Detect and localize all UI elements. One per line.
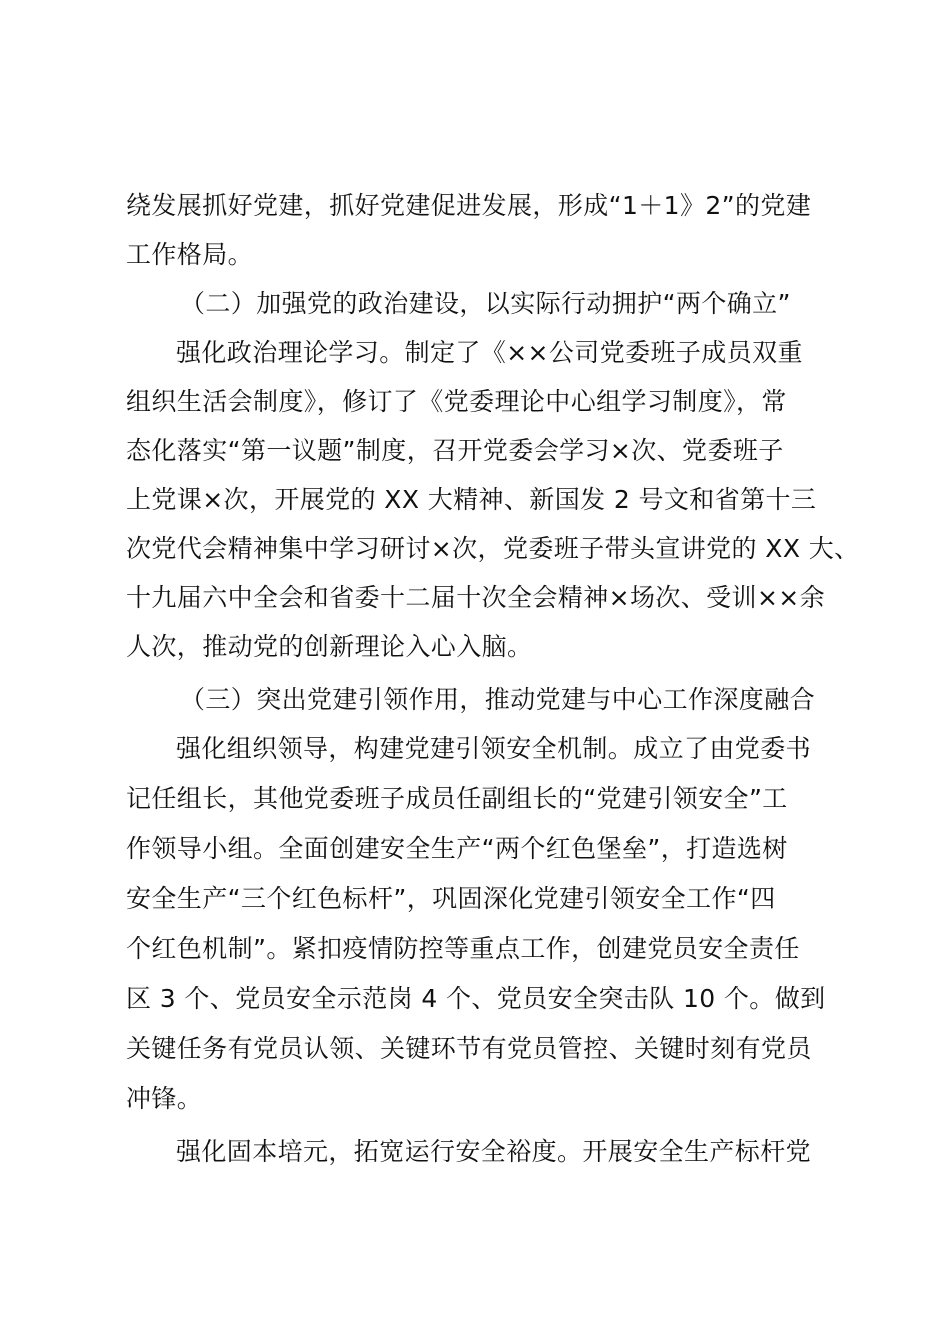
body-text-line: 安全生产“三个红色标杆”，巩固深化党建引领安全工作“四 [126,884,776,913]
body-text-line: 强化组织领导，构建党建引领安全机制。成立了由党委书 [176,734,812,763]
body-text-line: 强化政治理论学习。制定了《××公司党委班子成员双重 [176,338,803,367]
body-text-line: 区 3 个、党员安全示范岗 4 个、党员安全突击队 10 个。做到 [126,984,826,1013]
body-text-line: 十九届六中全会和省委十二届十次全会精神×场次、受训××余 [126,583,826,612]
body-text-line: 强化固本培元，拓宽运行安全裕度。开展安全生产标杆党 [176,1137,812,1166]
body-text-line: 人次，推动党的创新理论入心入脑。 [126,632,533,661]
body-text-line: 绕发展抓好党建，抓好党建促进发展，形成“1＋1》2”的党建 [126,191,812,220]
body-text-line: 工作格局。 [126,240,254,269]
body-text-line: 作领导小组。全面创建安全生产“两个红色堡垒”，打造选树 [126,834,788,863]
body-text-line: 记任组长，其他党委班子成员任副组长的“党建引领安全”工 [126,784,788,813]
body-text-line: 关键任务有党员认领、关键环节有党员管控、关键时刻有党员 [126,1034,812,1063]
body-text-line: 个红色机制”。紧扣疫情防控等重点工作，创建党员安全责任 [126,934,800,963]
body-text-line: 态化落实“第一议题”制度，召开党委会学习×次、党委班子 [126,436,784,465]
body-text-line: 次党代会精神集中学习研讨×次，党委班子带头宣讲党的 XX 大、 [126,534,860,563]
body-text-line: 上党课×次，开展党的 XX 大精神、新国发 2 号文和省第十三 [126,485,817,514]
section-heading-3: （三）突出党建引领作用，推动党建与中心工作深度融合 [180,685,816,714]
body-text-line: 组织生活会制度》，修订了《党委理论中心组学习制度》，常 [126,387,787,416]
body-text-line: 冲锋。 [126,1084,203,1113]
section-heading-2: （二）加强党的政治建设，以实际行动拥护“两个确立” [180,289,791,318]
